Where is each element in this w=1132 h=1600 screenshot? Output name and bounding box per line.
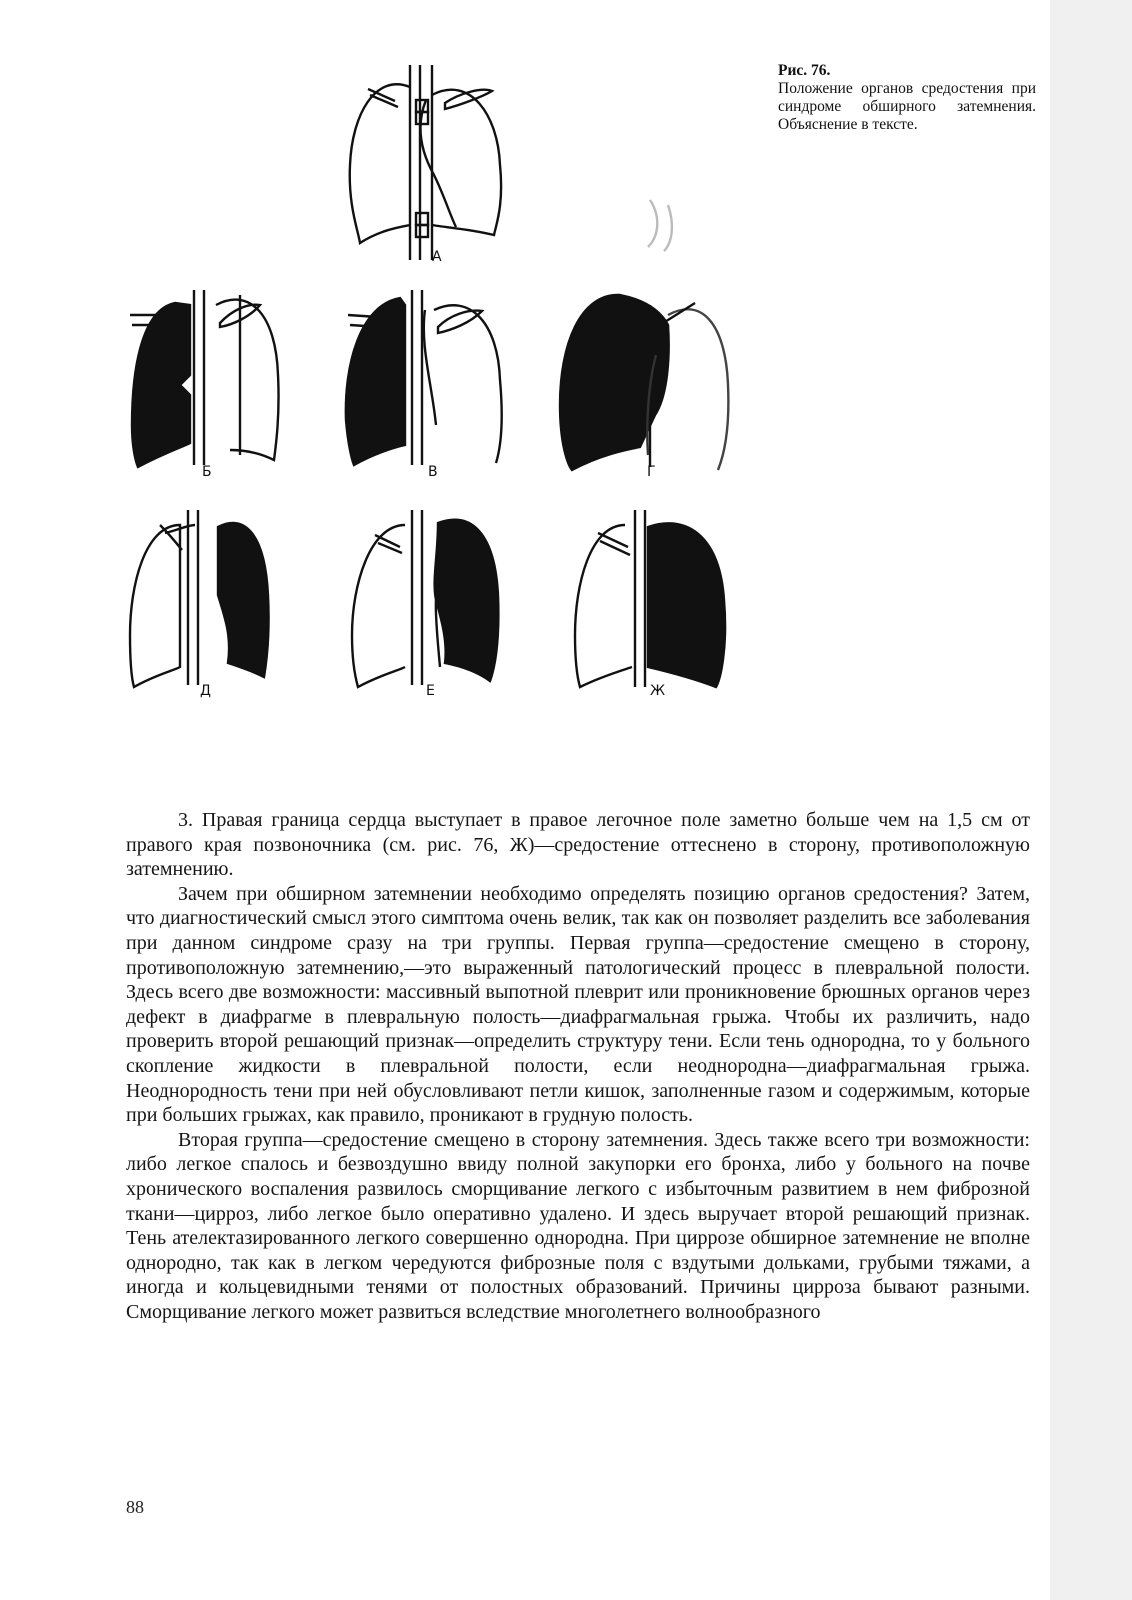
panel-v (346, 290, 502, 465)
panel-label-b: Б (202, 464, 212, 480)
paragraph: Зачем при обширном затемнении необходимо определять позицию органов средостения? Затем, что диагностический смысл этого симптома очень велик, так как он позволяет разделить все заболевания при данном синдроме сразу на три группы. Первая группа—средостение смещено в сторону, противоположную затемнению,—это выраженный патологический процесс в плевральной полости. Здесь всего две возможности: массивный выпотной плеврит или проникновение брюшных органов через дефект в диафрагме в плевральную полость—диафрагмальная грыжа. Чтобы их различить, надо проверить второй решающий признак—определить структуру тени. Если тень однородна, то у больного скопление жидкости в плевральной полости, если неоднородна—диафрагмальная грыжа. Неоднородность тени при ней обусловливают петли кишок, заполненные газом и содержимым, которые при больших грыжах, как правило, проникают в грудную полость. (126, 882, 1030, 1127)
body-text (126, 808, 1030, 1324)
figure-caption (778, 62, 1036, 134)
figure-76 (120, 55, 740, 715)
panel-label-d: Д (200, 683, 211, 699)
page-edge-shadow (1050, 0, 1132, 1600)
panel-label-e: Е (426, 683, 435, 699)
caption-title: Рис. 76. (778, 62, 831, 79)
panel-label-a: А (432, 249, 442, 265)
paragraph: Вторая группа—средостение смещено в сторону затемнения. Здесь также всего три возможности: либо легкое спалось и безвоздушно ввиду полной закупорки его бронха, либо у больного на почве хронического воспаления развилось сморщивание легкого с избыточным развитием в нем фиброзной ткани—цирроз, либо легкое было оперативно удалено. И здесь выручает второй решающий признак. Тень ателектазированного легкого совершенно однородна. При циррозе обширное затемнение не вполне однородно, так как в легком чередуются фиброзные поля с вздутыми дольками, грубыми тяжами, а иногда и кольцевидными тенями от полостных образований. Причины цирроза бывают разными. Сморщивание легкого может развиться вследствие многолетнего волнообразного (126, 1128, 1030, 1323)
panel-g (560, 295, 728, 470)
panel-label-g: Г (647, 464, 656, 480)
paragraph: 3. Правая граница сердца выступает в правое легочное поле заметно больше чем на 1,5 см от правого края позвоночника (см. рис. 76, Ж)—средостение оттеснено в сторону, противоположную затемнению. (126, 809, 1030, 881)
panel-e (352, 510, 498, 687)
panel-label-v: В (428, 464, 438, 480)
panel-zh (575, 510, 725, 687)
panel-d (130, 510, 269, 687)
panel-b (130, 290, 279, 467)
panel-a (350, 65, 501, 260)
panel-label-zh: Ж (650, 683, 666, 699)
page-number: 88 (126, 1497, 144, 1517)
caption-text: Положение органов средостения при синдроме обширного затемнения. Объяснение в тексте. (778, 80, 1036, 133)
